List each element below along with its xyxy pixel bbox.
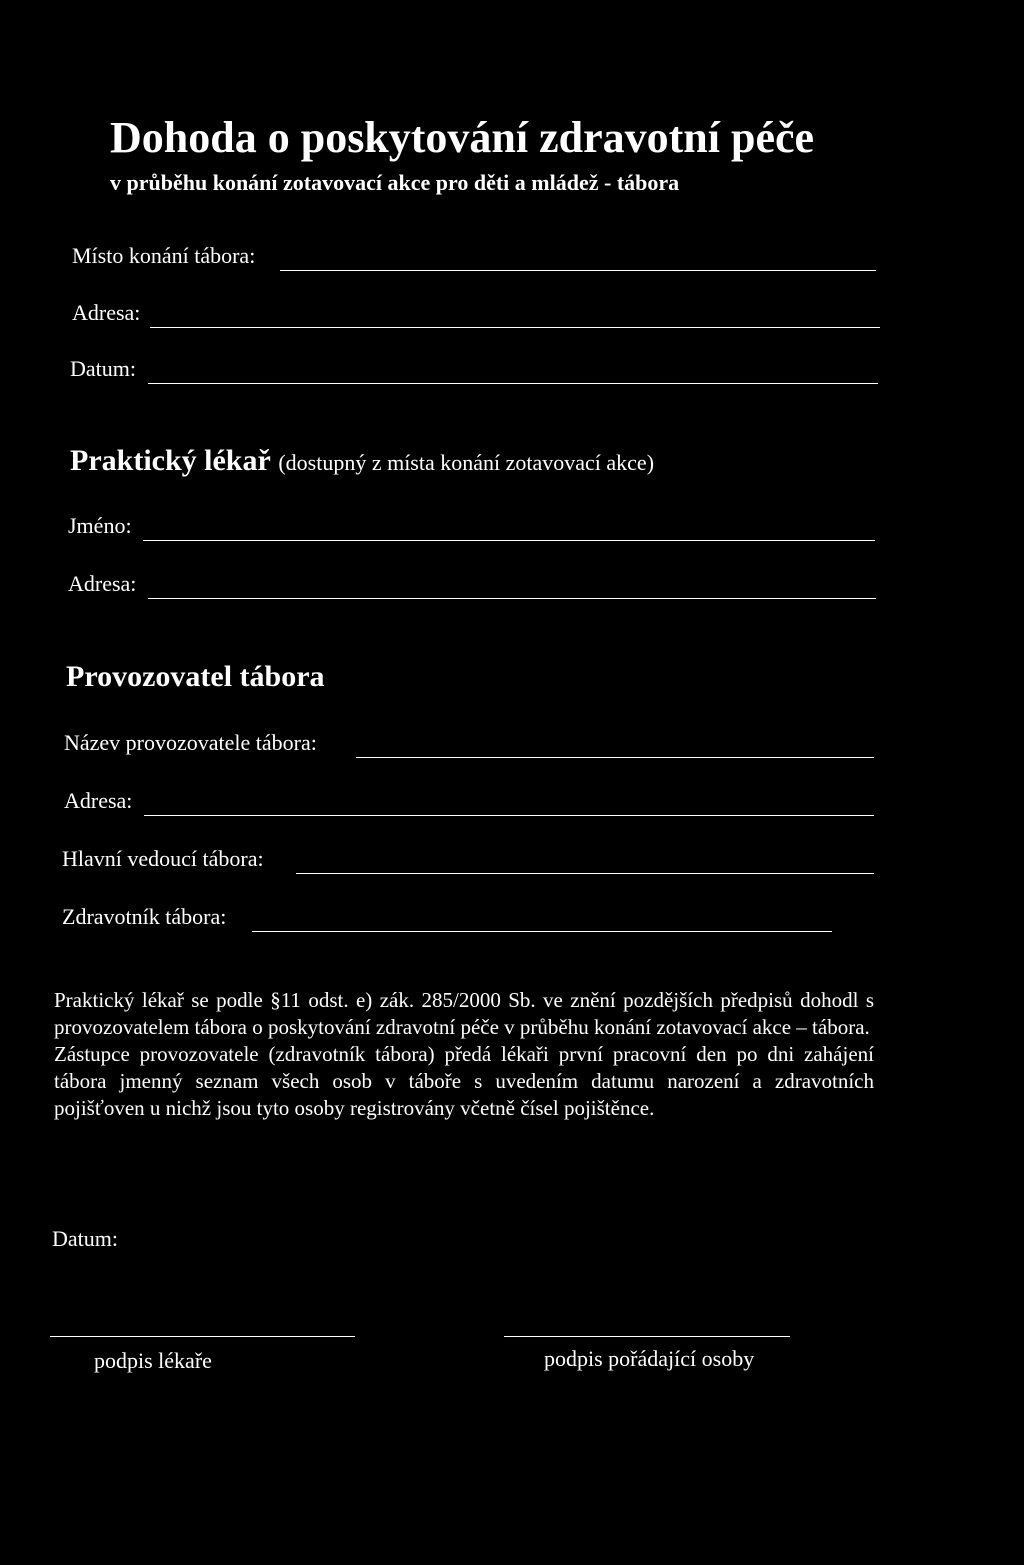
agreement-paragraph-2: Zástupce provozovatele (zdravotník tábora) předá lékaři první pracovní den po dni zahájení tábora jmenný seznam všech osob v táboře s uvedením datumu narození a zdravotních pojišťoven u nichž jsou tyto osoby registrovány včetně čísel pojištěnce. bbox=[54, 1042, 874, 1120]
doctor-signature-line[interactable] bbox=[50, 1336, 355, 1337]
operator-name-label: Název provozovatele tábora: bbox=[64, 730, 317, 755]
doctor-name-label: Jméno: bbox=[68, 513, 132, 538]
document-subtitle: v průběhu konání zotavovací akce pro děti a mládež - tábora bbox=[110, 170, 680, 195]
operator-address-field[interactable] bbox=[144, 815, 874, 816]
operator-name-field[interactable] bbox=[356, 757, 874, 758]
operator-medic-field[interactable] bbox=[252, 931, 832, 932]
doctor-name-field[interactable] bbox=[143, 540, 875, 541]
doctor-heading-note: (dostupný z místa konání zotavovací akce) bbox=[278, 450, 655, 475]
operator-medic-label: Zdravotník tábora: bbox=[62, 904, 227, 929]
date-label: Datum: bbox=[52, 1226, 118, 1251]
doctor-signature-label: podpis lékaře bbox=[94, 1348, 212, 1373]
camp-address-field[interactable] bbox=[150, 327, 880, 328]
doctor-address-field[interactable] bbox=[148, 598, 876, 599]
organizer-signature-label: podpis pořádající osoby bbox=[544, 1346, 755, 1371]
camp-date-field[interactable] bbox=[148, 383, 878, 384]
camp-place-field[interactable] bbox=[280, 270, 876, 271]
doctor-address-label: Adresa: bbox=[68, 571, 137, 596]
agreement-text bbox=[54, 987, 874, 1122]
operator-address-label: Adresa: bbox=[64, 788, 133, 813]
doctor-heading bbox=[70, 444, 654, 478]
operator-heading: Provozovatel tábora bbox=[66, 660, 325, 693]
agreement-paragraph-1: Praktický lékař se podle §11 odst. e) zák. 285/2000 Sb. ve znění pozdějších předpisů dohodl s provozovatelem tábora o poskytování zdravotní péče v průběhu konání zotavovací akce – tábora. bbox=[54, 988, 874, 1039]
organizer-signature-line[interactable] bbox=[504, 1336, 790, 1337]
camp-address-label: Adresa: bbox=[72, 300, 141, 325]
operator-leader-field[interactable] bbox=[296, 873, 874, 874]
document-title: Dohoda o poskytování zdravotní péče bbox=[110, 113, 815, 162]
camp-place-label: Místo konání tábora: bbox=[72, 243, 256, 268]
operator-leader-label: Hlavní vedoucí tábora: bbox=[62, 846, 264, 871]
camp-date-label: Datum: bbox=[70, 356, 136, 381]
doctor-heading-text: Praktický lékař bbox=[70, 444, 271, 477]
